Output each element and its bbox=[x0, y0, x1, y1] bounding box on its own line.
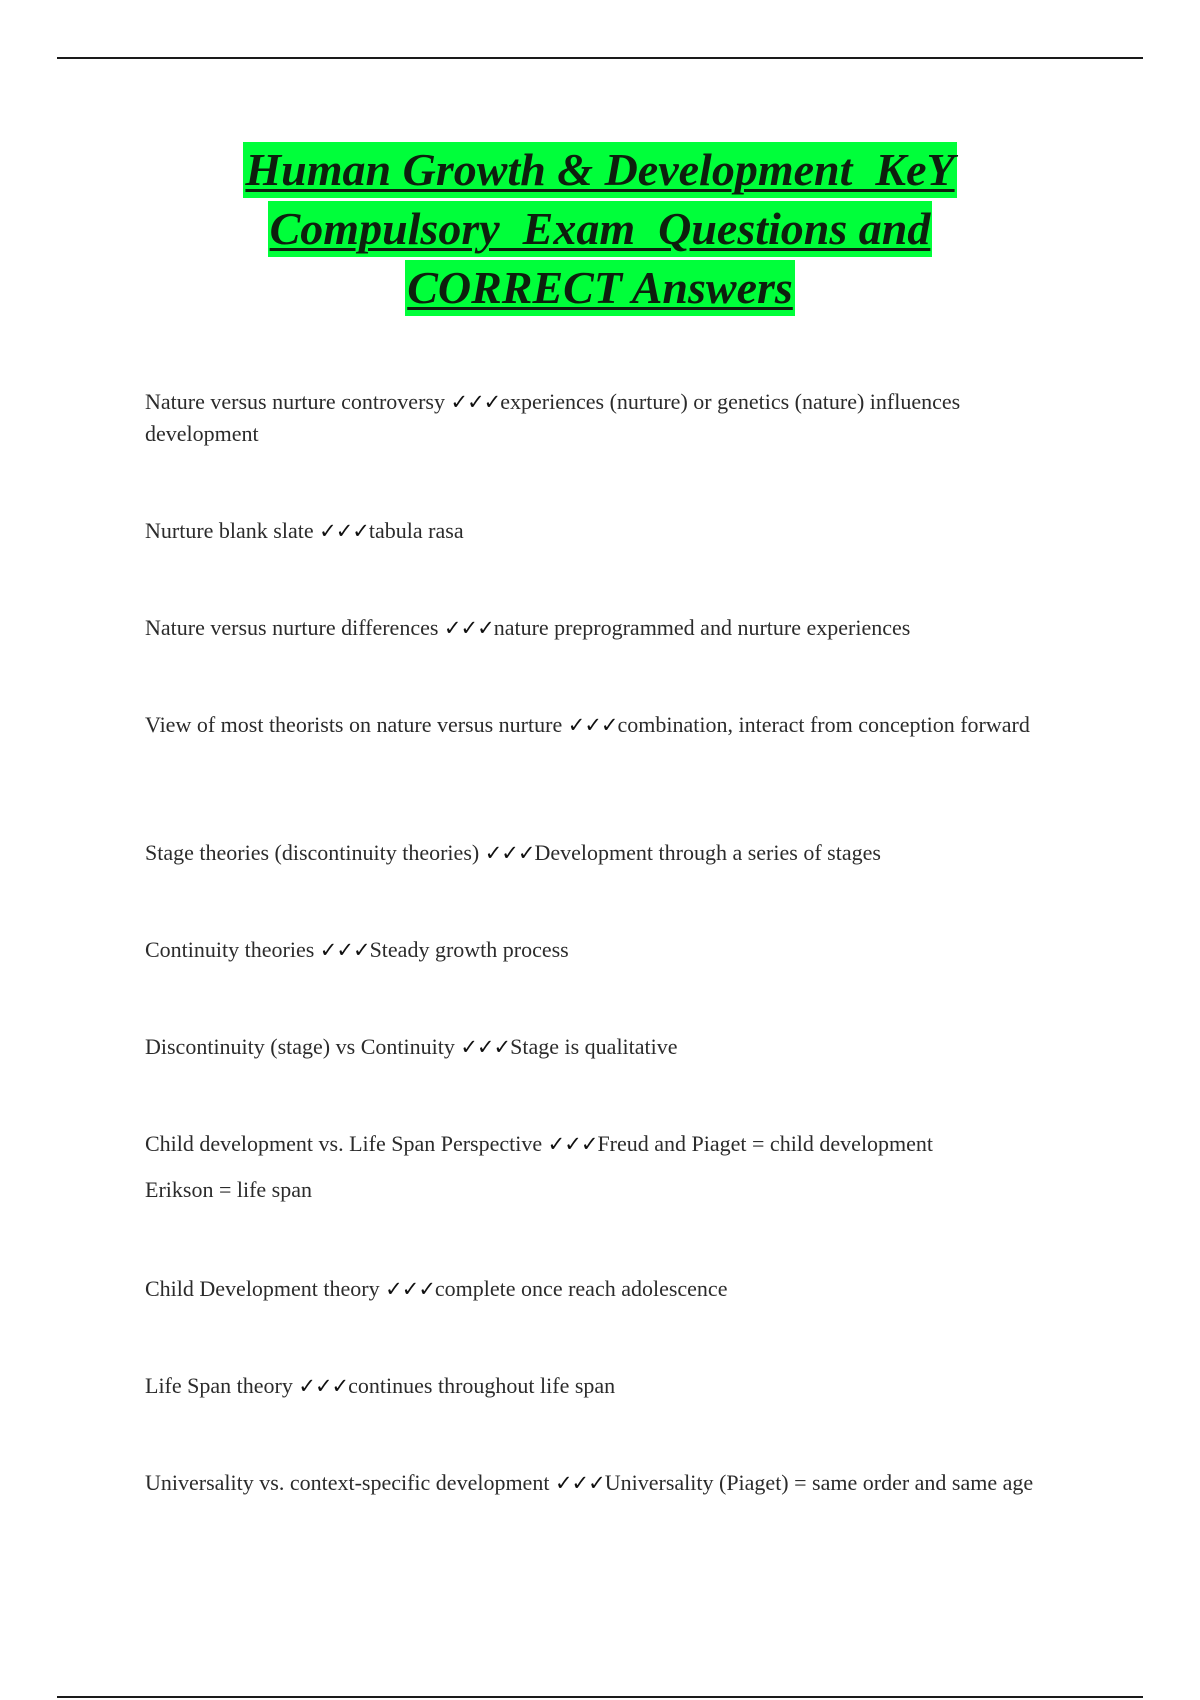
check-mark-icon: ✓✓✓ bbox=[450, 390, 501, 414]
question-text: Nurture blank slate bbox=[145, 518, 320, 543]
check-mark-icon: ✓✓✓ bbox=[567, 713, 618, 737]
title-line bbox=[0, 260, 1200, 319]
check-mark-icon: ✓✓✓ bbox=[319, 938, 370, 962]
question-text: Nature versus nurture differences bbox=[145, 615, 444, 640]
answer-text: Universality (Piaget) = same order and same age bbox=[604, 1470, 1034, 1495]
question-text: Child Development theory bbox=[145, 1276, 386, 1301]
question-text: Child development vs. Life Span Perspective bbox=[145, 1131, 548, 1156]
answer-text: Freud and Piaget = child development bbox=[597, 1131, 934, 1156]
answer-text: experiences (nurture) or genetics (nature) influences development bbox=[145, 389, 961, 446]
answer-text: Development through a series of stages bbox=[534, 840, 881, 865]
top-rule bbox=[57, 57, 1143, 59]
check-mark-icon: ✓✓✓ bbox=[298, 1374, 349, 1398]
check-mark-icon: ✓✓✓ bbox=[460, 1035, 511, 1059]
qa-item bbox=[145, 1031, 1065, 1063]
check-mark-icon: ✓✓✓ bbox=[319, 519, 369, 543]
question-text: Nature versus nurture controversy bbox=[145, 389, 451, 414]
qa-item bbox=[145, 386, 1065, 450]
check-mark-icon: ✓✓✓ bbox=[484, 841, 535, 865]
qa-item bbox=[145, 1467, 1065, 1499]
question-text: Life Span theory bbox=[145, 1373, 299, 1398]
answer-text: complete once reach adolescence bbox=[434, 1276, 728, 1301]
check-mark-icon: ✓✓✓ bbox=[547, 1132, 598, 1156]
answer-text: combination, interact from conception forward bbox=[617, 712, 1030, 737]
qa-item bbox=[145, 1273, 1065, 1305]
title-line bbox=[0, 142, 1200, 201]
check-mark-icon: ✓✓✓ bbox=[554, 1471, 605, 1495]
answer-extra-line: Erikson = life span bbox=[145, 1177, 312, 1202]
question-text: View of most theorists on nature versus nurture bbox=[145, 712, 568, 737]
answer-text: continues throughout life span bbox=[348, 1373, 616, 1398]
qa-item bbox=[145, 709, 1065, 741]
title-line-text: Human Growth & Development KeY bbox=[243, 142, 956, 198]
title-line-text: CORRECT Answers bbox=[405, 260, 795, 316]
qa-item bbox=[145, 1370, 1065, 1402]
qa-item bbox=[145, 612, 1065, 644]
answer-text: Steady growth process bbox=[369, 937, 569, 962]
question-text: Universality vs. context-specific development bbox=[145, 1470, 555, 1495]
qa-item bbox=[145, 515, 1065, 547]
qa-item bbox=[145, 837, 1065, 869]
answer-text: tabula rasa bbox=[368, 518, 464, 543]
answer-text: Stage is qualitative bbox=[510, 1034, 678, 1059]
bottom-rule bbox=[57, 1696, 1143, 1698]
question-text: Discontinuity (stage) vs Continuity bbox=[145, 1034, 461, 1059]
check-mark-icon: ✓✓✓ bbox=[443, 616, 494, 640]
question-text: Continuity theories bbox=[145, 937, 320, 962]
qa-item bbox=[145, 934, 1065, 966]
check-mark-icon: ✓✓✓ bbox=[385, 1277, 435, 1301]
qa-item bbox=[145, 1128, 1065, 1206]
answer-text: nature preprogrammed and nurture experiences bbox=[493, 615, 911, 640]
question-text: Stage theories (discontinuity theories) bbox=[145, 840, 485, 865]
title-line bbox=[0, 201, 1200, 260]
title-line-text: Compulsory Exam Questions and bbox=[268, 201, 933, 257]
document-title bbox=[0, 142, 1200, 319]
